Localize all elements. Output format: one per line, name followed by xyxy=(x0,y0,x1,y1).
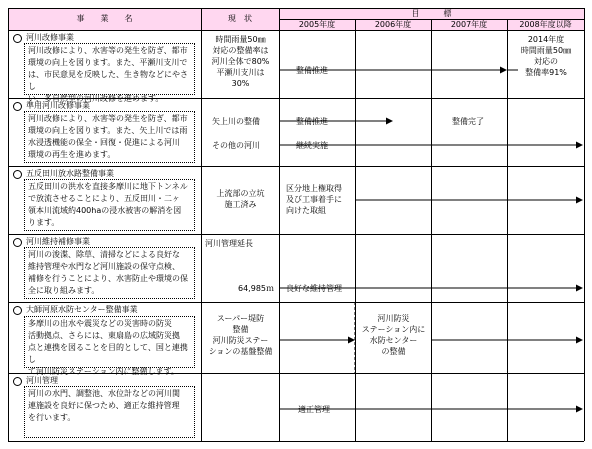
plan-text: 整備推進 xyxy=(296,66,328,75)
plan-text: 継続実施 xyxy=(296,141,328,150)
header-project: 事 業 名 xyxy=(8,8,201,30)
project-title: 河川維持補修事業 xyxy=(26,237,90,246)
status-text: スーパー堤防 整備 河川防災ステー ションの基盤整備 xyxy=(208,314,273,356)
project-description: 五反田川の洪水を直接多摩川に地下トンネル で放流させることにより、五反田川・二ヶ 領本川流域約400haの浸水被害の解消を図 ります。 xyxy=(24,179,195,231)
plan-complete-text: 整備完了 xyxy=(452,117,484,126)
header-year-2008-later: 2008年度以降 xyxy=(507,19,584,30)
status-text: 上流部の立坑 施工済み xyxy=(216,189,265,209)
header-year-2007: 2007年度 xyxy=(431,19,507,30)
plan-text: 良好な維持管理 xyxy=(286,284,342,293)
status-text: その他の河川 xyxy=(212,141,260,150)
plan-text: 整備推進 xyxy=(296,117,328,126)
status-text: 時間雨量50㎜ 対応の整備率は 河川全体で80% 平瀬川支川は 30% xyxy=(211,35,270,88)
status-text: 矢上川の整備 xyxy=(212,117,260,126)
plan-text: 区分地上権取得 及び工事着手に 向けた取組 xyxy=(286,184,342,215)
target-later-text: 2014年度 時間雨量50㎜ 対応の 整備率91% xyxy=(520,35,572,77)
project-description: 多摩川の出水や震災などの災害時の防災 活動拠点、さらには、東扇島の広域防災拠 点と連携を図ることを目的として、国と連携し て河川防災ステーション内に整備します。 xyxy=(24,316,195,368)
project-description: 河川の水門、調整池、水位計などの河川関 連施設を良好に保つため、適正な維持管理 を行います。 xyxy=(24,386,195,438)
project-description: 河川改修により、水害等の発生を防ぎ、都市 環境の向上を図ります。また、矢上川では雨 水浸透機能の保全・回復・促進による河川 環境の再生を進めます。 xyxy=(24,111,195,163)
plan-text: 河川防災 ステーション内に 水防センター の整備 xyxy=(361,314,426,356)
project-description: 河川の浚渫、除草、清掃などによる良好な 維持管理や水門など河川施設の保守点検、 補修を行うことにより、水害防止や環境の保 全に取り組みます。 xyxy=(24,247,195,299)
project-title: 準用河川改修事業 xyxy=(26,101,90,110)
project-title: 河川管理 xyxy=(26,376,58,385)
status-value: 64,985ｍ xyxy=(238,284,274,293)
header-status: 現 状 xyxy=(201,8,279,30)
project-description: 河川改修により、水害等の発生を防ぎ、都市 環境の向上を図ります。また、平瀬川支川で は、市民意見を反映した、生き物などにやさし い、多自然型の河川改修を進めます。 xyxy=(24,43,195,95)
project-title: 河川改修事業 xyxy=(26,33,74,42)
header-year-2006: 2006年度 xyxy=(355,19,431,30)
header-year-2005: 2005年度 xyxy=(279,19,355,30)
plan-text: 適正管理 xyxy=(298,405,330,414)
status-text: 河川管理延長 xyxy=(205,239,253,248)
project-title: 大師河原水防センター整備事業 xyxy=(26,305,138,314)
header-target: 目 標 xyxy=(279,8,584,19)
project-title: 五反田川放水路整備事業 xyxy=(26,169,114,178)
